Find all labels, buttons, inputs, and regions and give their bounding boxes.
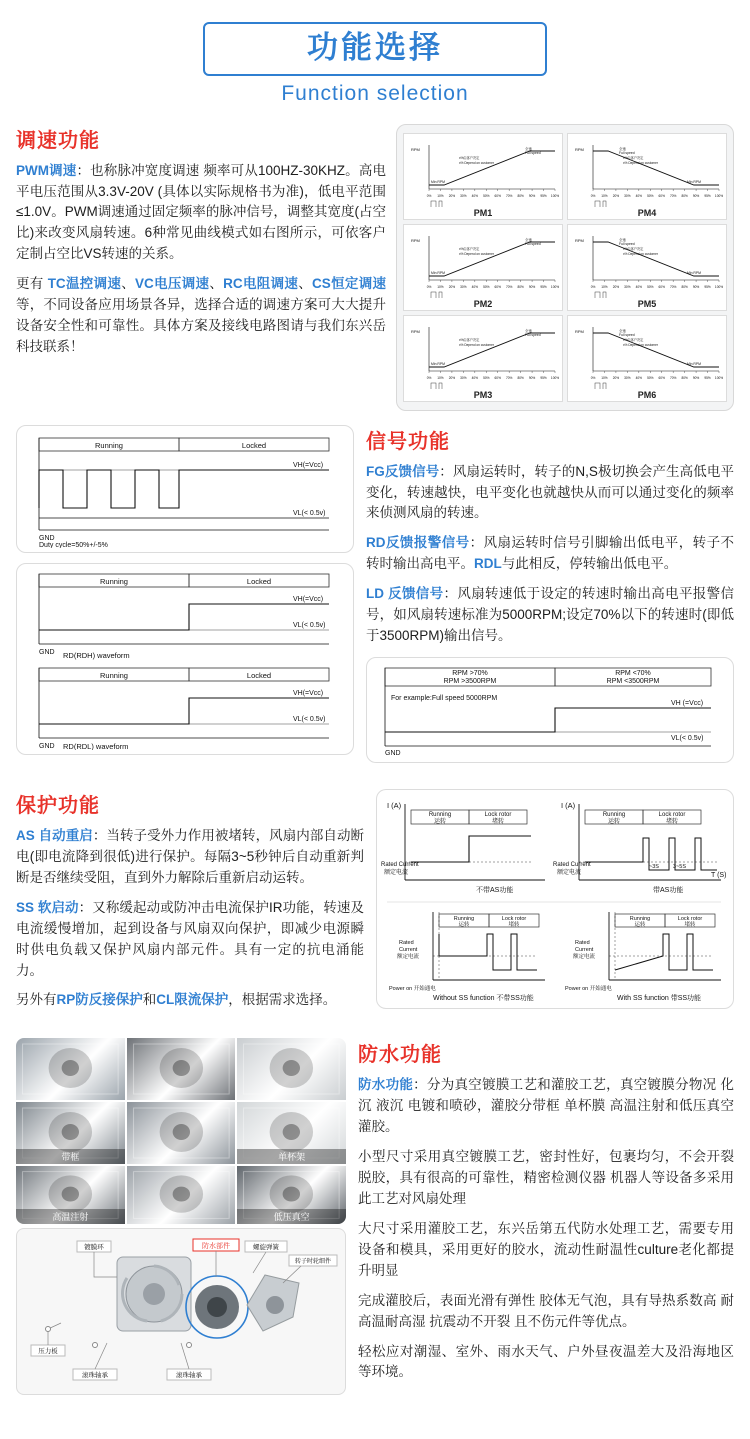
protect-chart-svg [381,794,727,1004]
svg-text:20%: 20% [448,375,456,380]
svg-text:Current: Current [575,947,594,954]
label-spring: 螺旋弹簧 [253,1244,279,1252]
svg-text:x%由客户决定: x%由客户决定 [623,337,644,342]
protect-chart-card [376,789,734,1009]
waterproof-photo-2 [127,1038,236,1100]
sep2: 、 [209,276,224,292]
pwm-chart-grid [403,133,727,402]
protect-extra-paragraph [16,990,364,1011]
svg-text:80%: 80% [681,375,688,380]
exploded-diagram-card [16,1228,346,1395]
waterproof-paragraph-5: 轻松应对潮湿、室外、雨水天气、户外昼夜温差大及沿海地区等环境。 [358,1343,734,1380]
fg-text: ：风扇运转时，转子的N,S极切换会产生高低电平变化，转速越快，电平变化也就越快从而可以通过变化的频率来侦测风扇的转速。 [366,463,734,521]
svg-text:RPM <3500RPM: RPM <3500RPM [606,678,660,686]
svg-text:RPM: RPM [411,237,420,243]
pwm-chart-column [396,124,734,411]
svg-text:x%由客户决定: x%由客户决定 [623,155,644,160]
pwm-chart-pm2 [403,224,563,311]
svg-text:Running: Running [100,576,128,586]
speed-paragraph-2 [16,274,386,358]
svg-text:50%: 50% [483,284,490,289]
pwm-chart-pm4 [567,133,727,220]
as-text: ：当转子受外力作用被堵转，风扇内部自动断电(即电流降到很低)进行保护。每隔3~5秒钟后自动重新判断是否继续受阻，直到外力解除后重新启动运转。 [16,828,365,885]
svg-text:30%: 30% [624,193,631,198]
photo-caption: 高温注射 [16,1209,125,1224]
svg-text:Lock rotor: Lock rotor [677,916,703,923]
svg-text:Locked: Locked [246,576,272,586]
waveform-rd-svg [21,568,347,750]
page-title: 功能选择 [307,30,443,65]
waveform-ld-svg [371,662,725,758]
svg-text:堵转: 堵转 [665,819,679,826]
svg-text:VL(< 0.5v): VL(< 0.5v) [671,735,704,743]
svg-text:全速: 全速 [619,146,626,151]
page-subtitle: Function selection [281,81,469,105]
speed-section-title: 调速功能 [16,129,100,152]
svg-text:T (S): T (S) [711,872,727,880]
svg-text:带AS功能: 带AS功能 [653,887,684,895]
waterproof-photo-8 [127,1166,236,1224]
svg-text:80%: 80% [517,375,524,380]
pwm-chart-panel [396,124,734,411]
extra-post: ，根据需求选择。 [228,992,337,1008]
section-protection [0,773,750,1020]
svg-text:90%: 90% [692,284,700,289]
photo-art [127,1166,236,1224]
protect-ss-paragraph [16,898,364,982]
signal-fg-paragraph [366,462,734,525]
svg-text:0%: 0% [426,375,432,380]
svg-text:Min RPM: Min RPM [431,270,445,275]
extra-pre: 另外有 [16,992,57,1008]
waterproof-image-column [16,1038,346,1395]
svg-text:VH(=Vcc): VH(=Vcc) [293,461,324,469]
svg-text:~3S: ~3S [649,864,659,871]
rd-text: ：风扇运转时信号引脚输出低电平，转子不转时输出高电平。 [366,535,735,572]
signal-section-title: 信号功能 [366,430,450,453]
protect-as-paragraph [16,826,364,889]
svg-text:Lock rotor: Lock rotor [658,812,686,819]
svg-text:VL(< 0.5v): VL(< 0.5v) [293,621,326,629]
waterproof-paragraph-1 [358,1075,734,1138]
pwm-text: ：也称脉冲宽度调速 频率可从100HZ-30KHZ。高电平电压范围从3.3V-20V (具体以实际规格书为准)，低电平范围≤1.0V。PWM调速通过固定频率的脉冲信号，调整其宽度(占空比)来改变风扇转速。6种常见曲线模式如右图所示，可依客户定制占空比VS转速的关系。 [16,162,386,262]
svg-text:Full speed: Full speed [619,241,635,246]
svg-text:Min RPM: Min RPM [687,361,701,366]
svg-text:10%: 10% [437,375,444,380]
photo-art [237,1038,346,1100]
svg-text:额定电流: 额定电流 [557,870,582,877]
svg-text:70%: 70% [669,193,677,198]
signal-wave-column [16,425,354,755]
svg-text:Rated: Rated [399,940,414,947]
svg-text:x% Depend on customer: x% Depend on customer [459,251,494,256]
svg-text:95%: 95% [704,193,711,198]
svg-text:Current: Current [399,947,418,954]
pwm-chart-pm1 [403,133,563,220]
svg-text:100%: 100% [714,193,723,198]
ld-label: LD 反馈信号 [366,586,444,602]
pwm-label: PWM调速 [16,162,77,178]
svg-text:RPM <70%: RPM <70% [615,670,651,678]
svg-text:全速: 全速 [619,237,626,242]
svg-text:GND: GND [39,648,55,656]
svg-text:20%: 20% [612,284,620,289]
svg-text:0%: 0% [426,284,432,289]
signal-text-column [366,425,734,773]
waterproof-label: 防水功能 [358,1077,414,1093]
svg-text:Power on 开始通电: Power on 开始通电 [389,986,436,993]
svg-text:Min RPM: Min RPM [687,270,701,275]
svg-text:RD(RDH) waveform: RD(RDH) waveform [63,650,130,660]
svg-text:60%: 60% [658,193,665,198]
pwm-chart-name: PM5 [637,298,657,309]
svg-text:40%: 40% [635,375,643,380]
ss-label: SS 软启动 [16,899,79,915]
label-coat-ring: 镀膜环 [84,1244,104,1252]
page-root [0,22,750,1415]
tag-rp: RP防反接保护 [56,992,143,1008]
svg-text:0%: 0% [426,193,432,198]
svg-text:60%: 60% [494,193,501,198]
svg-text:RPM: RPM [575,237,584,243]
svg-text:50%: 50% [647,375,654,380]
label-bearing-1: 滚珠轴承 [82,1372,108,1380]
tag-rc: RC电阻调速 [223,276,299,292]
svg-text:30%: 30% [624,284,631,289]
svg-text:100%: 100% [550,375,559,380]
photo-caption: 单杯架 [237,1149,346,1164]
svg-text:全速: 全速 [619,328,626,333]
svg-text:RPM >3500RPM: RPM >3500RPM [443,678,497,686]
svg-text:RPM: RPM [575,146,584,152]
svg-text:Running: Running [453,916,475,923]
waterproof-photo-3 [237,1038,346,1100]
svg-text:50%: 50% [647,193,654,198]
pwm-chart-pm3 [403,315,563,402]
svg-text:Running: Running [100,670,128,680]
waterproof-photo-9 [237,1166,346,1224]
sep1: 、 [121,276,136,292]
svg-text:x% Depend on customer: x% Depend on customer [623,160,658,165]
waterproof-photo-5 [127,1102,236,1164]
waveform-rd-card [16,563,354,755]
pwm-svg-pm2 [407,228,559,298]
svg-text:20%: 20% [612,375,620,380]
section-speed-control [0,124,750,411]
svg-text:堵转: 堵转 [684,922,696,929]
svg-text:40%: 40% [471,193,479,198]
svg-text:100%: 100% [714,284,723,289]
waterproof-photo-7 [16,1166,125,1224]
svg-text:10%: 10% [437,193,444,198]
waterproof-photo-4 [16,1102,125,1164]
protect-chart-column [376,789,734,1019]
tag-tc: TC温控调速 [47,276,122,292]
tag-cs: CS恒定调速 [312,276,387,292]
svg-text:90%: 90% [692,375,700,380]
speed-text-column [16,124,386,367]
pwm-chart-name: PM1 [473,207,493,218]
speed-p2-post: 等，不同设备应用场景各异，选择合适的调速方案可大大提升设备安全性和可靠性。具体方案及接线电路图请与我们东兴岳科技联系！ [16,297,386,355]
svg-text:Running: Running [629,916,651,923]
svg-text:70%: 70% [669,375,677,380]
svg-text:80%: 80% [517,284,524,289]
photo-caption: 带框 [16,1149,125,1164]
svg-text:全速: 全速 [525,328,532,333]
svg-text:不带AS功能: 不带AS功能 [476,887,514,895]
svg-text:x%由客户决定: x%由客户决定 [459,337,480,342]
ld-text: ：风扇转速低于设定的转速时输出高电平报警信号，如风扇转速标准为5000RPM;设定70%以下的转速时(即低于3500RPM)输出信号。 [366,586,734,644]
waveform-duty-svg [21,430,347,548]
svg-text:Full speed: Full speed [525,241,541,246]
svg-text:运转: 运转 [607,819,621,826]
svg-text:10%: 10% [437,284,444,289]
svg-text:Power on 开始通电: Power on 开始通电 [565,986,612,993]
pwm-svg-pm5 [571,228,723,298]
svg-text:RPM: RPM [411,328,420,334]
svg-text:100%: 100% [550,284,559,289]
svg-text:50%: 50% [483,375,490,380]
svg-text:30%: 30% [460,193,467,198]
waveform-ld-card [366,657,734,763]
speed-p2-pre: 更有 [16,276,48,292]
svg-text:60%: 60% [494,375,501,380]
svg-text:Rated: Rated [575,940,590,947]
svg-text:40%: 40% [471,375,479,380]
exploded-diagram-svg [21,1233,339,1385]
svg-text:90%: 90% [528,284,536,289]
svg-text:GND: GND [39,742,55,750]
pwm-chart-name: PM4 [637,207,657,218]
pwm-chart-pm6 [567,315,727,402]
page-title-box [203,22,547,76]
svg-text:x%由客户决定: x%由客户决定 [459,155,480,160]
svg-text:Running: Running [602,812,626,819]
svg-text:95%: 95% [704,284,711,289]
svg-text:10%: 10% [601,375,608,380]
pwm-svg-pm4 [571,137,723,207]
svg-text:额定电流: 额定电流 [397,954,420,961]
section-signal [0,411,750,773]
label-bearing-2: 滚珠轴承 [176,1372,202,1380]
svg-text:Full speed: Full speed [619,150,635,155]
svg-text:80%: 80% [681,193,688,198]
svg-text:运转: 运转 [458,922,470,929]
svg-text:100%: 100% [714,375,723,380]
svg-text:Duty cycle=50%+/-5%: Duty cycle=50%+/-5% [39,541,108,548]
svg-text:90%: 90% [528,193,536,198]
svg-text:全速: 全速 [525,146,532,151]
speed-paragraph-1 [16,161,386,266]
svg-text:60%: 60% [658,284,665,289]
svg-text:Running: Running [95,440,123,450]
svg-text:40%: 40% [635,284,643,289]
svg-text:VL(< 0.5v): VL(< 0.5v) [293,509,326,517]
svg-text:VL(< 0.5v): VL(< 0.5v) [293,715,326,723]
photo-art [127,1038,236,1100]
rd-text-2: 与此相反，停转输出低电平。 [501,556,678,572]
svg-text:GND: GND [385,750,401,758]
label-waterproof-part: 防水部件 [202,1243,230,1251]
pwm-svg-pm1 [407,137,559,207]
svg-text:Lock rotor: Lock rotor [501,916,527,923]
pwm-svg-pm3 [407,319,559,389]
svg-text:Min RPM: Min RPM [431,179,445,184]
tag-cl: CL限流保护 [156,992,229,1008]
svg-text:10%: 10% [601,284,608,289]
svg-text:I (A): I (A) [561,801,576,811]
waterproof-photo-grid [16,1038,346,1224]
fg-label: FG反馈信号 [366,463,440,479]
waterproof-photo-1 [16,1038,125,1100]
svg-text:VH(=Vcc): VH(=Vcc) [293,595,324,603]
label-rotor: 转子时轮细件 [294,1259,332,1266]
svg-text:80%: 80% [517,193,524,198]
svg-text:30%: 30% [460,375,467,380]
svg-text:x% Depend on customer: x% Depend on customer [623,342,658,347]
svg-text:Without SS function 不带SS功能: Without SS function 不带SS功能 [433,995,534,1003]
rdl-label: RDL [474,556,502,572]
svg-text:x% Depend on customer: x% Depend on customer [623,251,658,256]
svg-text:运转: 运转 [433,819,447,826]
svg-text:运转: 运转 [634,922,646,929]
svg-text:95%: 95% [540,193,547,198]
svg-text:50%: 50% [483,193,490,198]
svg-text:For example:Full speed 5000RPM: For example:Full speed 5000RPM [391,695,498,703]
svg-text:Lock rotor: Lock rotor [484,812,512,819]
svg-text:I (A): I (A) [387,801,402,811]
waterproof-paragraph-2: 小型尺寸采用真空镀膜工艺，密封性好，包裹均匀，不会开裂脱胶，具有很高的可靠性，精密检测仪器 机器人等设备多采用此工艺对风扇处理 [358,1149,734,1206]
svg-text:RPM >70%: RPM >70% [452,670,488,678]
section-waterproof [0,1020,750,1395]
photo-caption: 低压真空 [237,1209,346,1224]
waterproof-paragraph-3: 大尺寸采用灌胶工艺，东兴岳第五代防水处理工艺，需要专用设备和模具，采用更好的胶水，流动性耐温性culture老化都提升明显 [358,1220,734,1278]
as-label: AS 自动重启 [16,828,93,844]
rd-label: RD反馈报警信号 [366,535,470,551]
svg-text:Rated Current: Rated Current [381,862,419,869]
svg-text:Rated Current: Rated Current [553,862,591,869]
svg-text:Locked: Locked [246,670,272,680]
svg-text:With SS function 带SS功能: With SS function 带SS功能 [617,995,702,1003]
svg-text:VH (=Vcc): VH (=Vcc) [671,700,704,708]
svg-text:70%: 70% [669,284,677,289]
pwm-chart-pm5 [567,224,727,311]
waveform-duty-card [16,425,354,553]
svg-text:x%由客户决定: x%由客户决定 [623,246,644,251]
svg-text:RPM: RPM [575,328,584,334]
svg-text:70%: 70% [505,375,513,380]
svg-text:堵转: 堵转 [491,819,505,826]
signal-ld-paragraph [366,584,734,647]
svg-text:Full speed: Full speed [619,332,635,337]
svg-text:95%: 95% [540,284,547,289]
svg-text:20%: 20% [448,193,456,198]
waterproof-section-title: 防水功能 [358,1044,442,1067]
photo-art [127,1102,236,1164]
svg-text:80%: 80% [681,284,688,289]
pwm-chart-name: PM6 [637,389,657,400]
svg-text:Min RPM: Min RPM [687,179,701,184]
waterproof-text-1: ：分为真空镀膜工艺和灌胶工艺，真空镀膜分物况 化沉 液沉 电镀和喷砂，灌胶分带框 单杯膜 高温注射和低压真空灌胶。 [358,1077,734,1135]
label-pressure-plate: 压力板 [38,1348,58,1356]
svg-text:0%: 0% [590,193,596,198]
waterproof-text-column [358,1038,734,1392]
svg-text:GND: GND [39,534,55,542]
pwm-chart-name: PM3 [473,389,493,400]
svg-text:100%: 100% [550,193,559,198]
svg-text:Min RPM: Min RPM [431,361,445,366]
protect-section-title: 保护功能 [16,795,100,818]
svg-text:40%: 40% [471,284,479,289]
signal-rd-paragraph [366,533,734,575]
svg-text:Locked: Locked [241,440,267,450]
svg-text:额定电流: 额定电流 [573,954,596,961]
svg-text:x%由客户决定: x%由客户决定 [459,246,480,251]
svg-text:x% Depend on customer: x% Depend on customer [459,342,494,347]
pwm-svg-pm6 [571,319,723,389]
svg-text:60%: 60% [658,375,665,380]
svg-text:90%: 90% [692,193,700,198]
svg-text:堵转: 堵转 [508,922,520,929]
svg-text:0%: 0% [590,284,596,289]
svg-text:20%: 20% [448,284,456,289]
svg-text:10%: 10% [601,193,608,198]
svg-text:额定电流: 额定电流 [384,870,409,877]
svg-text:Full speed: Full speed [525,150,541,155]
waterproof-paragraph-4: 完成灌胶后，表面光滑有弹性 胶体无气泡，具有导热系数高 耐高温耐高湿 抗震动不开裂 且不伤元件等优点。 [358,1292,734,1329]
ss-text: ：又称缓起动或防冲击电流保护IR功能，转速及电流缓慢增加，起到设备与风扇双向保护，即减少电源瞬时供电负载又保护风扇内部元件。具有一定的抗电涌能力。 [16,899,365,978]
svg-text:70%: 70% [505,193,513,198]
photo-art [16,1038,125,1100]
svg-text:Running: Running [428,812,452,819]
svg-text:x% Depend on customer: x% Depend on customer [459,160,494,165]
svg-text:30%: 30% [460,284,467,289]
svg-text:50%: 50% [647,284,654,289]
svg-text:40%: 40% [635,193,643,198]
svg-text:95%: 95% [540,375,547,380]
pwm-chart-name: PM2 [473,298,493,309]
svg-text:60%: 60% [494,284,501,289]
extra-mid: 和 [142,992,157,1008]
svg-text:20%: 20% [612,193,620,198]
svg-text:VH(=Vcc): VH(=Vcc) [293,689,324,697]
tag-vc: VC电压调速 [135,276,210,292]
svg-text:3~5S: 3~5S [673,864,686,871]
protect-text-column [16,789,364,1020]
svg-text:RD(RDL) waveform: RD(RDL) waveform [63,741,129,750]
svg-text:70%: 70% [505,284,513,289]
waterproof-photo-6 [237,1102,346,1164]
svg-text:30%: 30% [624,375,631,380]
svg-text:Full speed: Full speed [525,332,541,337]
svg-text:RPM: RPM [411,146,420,152]
svg-text:90%: 90% [528,375,536,380]
svg-text:95%: 95% [704,375,711,380]
svg-text:0%: 0% [590,375,596,380]
sep3: 、 [298,276,313,292]
svg-text:全速: 全速 [525,237,532,242]
